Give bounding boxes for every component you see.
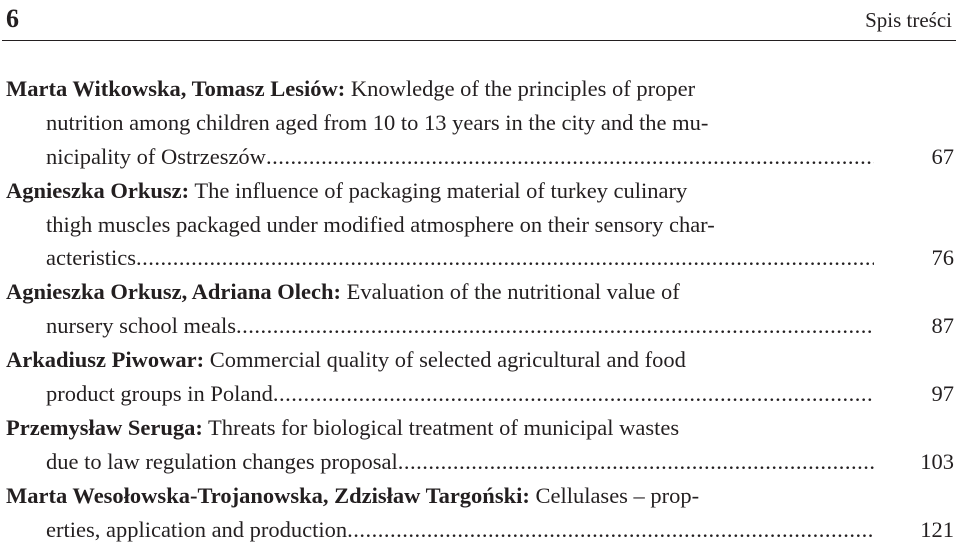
entry-title-end: due to law regulation changes proposal	[46, 448, 398, 474]
toc-entry	[6, 275, 954, 343]
entry-title-end: nursery school meals	[46, 313, 236, 339]
entry-authors: Przemysław Seruga:	[6, 414, 203, 440]
toc-entry	[6, 72, 954, 174]
toc-entry	[6, 343, 954, 411]
entry-title-line: thigh muscles packaged under modified atmosphere on their sensory char-	[46, 211, 715, 237]
entry-last-line	[6, 241, 954, 275]
entry-title-end: nicipality of Ostrzeszów	[46, 143, 266, 169]
entry-last-line	[6, 377, 954, 411]
entry-title-line: nutrition among children aged from 10 to 13 years in the city and the mu-	[46, 109, 709, 135]
entry-title-end: erties, application and production	[46, 516, 348, 542]
entry-first-line	[6, 275, 954, 309]
entry-title-end: acteristics	[46, 245, 136, 271]
toc-entry	[6, 411, 954, 479]
dot-leader	[398, 445, 874, 479]
dot-leader	[347, 513, 874, 546]
entry-first-line	[6, 343, 954, 377]
entry-page-number: 121	[920, 516, 954, 542]
dot-leader	[273, 377, 874, 411]
entry-page-number: 97	[931, 381, 954, 407]
entry-title-end: product groups in Poland	[46, 381, 273, 407]
entry-title-start: The influence of packaging material of turkey culinary	[189, 177, 688, 203]
entry-page-number: 76	[931, 245, 954, 271]
entry-page-number: 67	[931, 143, 954, 169]
toc-entry	[6, 174, 954, 276]
entry-authors: Arkadiusz Piwowar:	[6, 347, 205, 373]
dot-leader	[266, 140, 874, 174]
header-rule	[2, 40, 956, 41]
entry-last-line	[6, 513, 954, 546]
entry-title-start: Commercial quality of selected agricultural and food	[204, 347, 686, 373]
entry-last-line	[6, 140, 954, 174]
entry-first-line	[6, 479, 954, 513]
entry-first-line	[6, 411, 954, 445]
dot-leader	[236, 309, 874, 343]
entry-authors: Marta Witkowska, Tomasz Lesiów:	[6, 76, 346, 101]
entry-page-number: 103	[920, 448, 954, 474]
entry-authors: Marta Wesołowska-Trojanowska, Zdzisław Targoński:	[6, 482, 530, 508]
entry-title-start: Evaluation of the nutritional value of	[341, 279, 680, 305]
entry-authors: Agnieszka Orkusz, Adriana Olech:	[6, 279, 342, 305]
page-number: 6	[6, 4, 19, 33]
entry-first-line	[6, 72, 954, 106]
entry-last-line	[6, 445, 954, 479]
toc-entry	[6, 479, 954, 546]
entry-title-start: Cellulases – prop-	[529, 482, 700, 508]
entry-last-line	[6, 309, 954, 343]
table-of-contents	[6, 72, 954, 546]
page-header	[6, 4, 952, 40]
running-head: Spis treści	[865, 8, 952, 32]
entry-title-start: Knowledge of the principles of proper	[345, 76, 696, 101]
dot-leader	[136, 241, 874, 275]
entry-title-start: Threats for biological treatment of municipal wastes	[202, 414, 680, 440]
entry-first-line	[6, 174, 954, 208]
entry-authors: Agnieszka Orkusz:	[6, 177, 190, 203]
entry-page-number: 87	[931, 313, 954, 339]
